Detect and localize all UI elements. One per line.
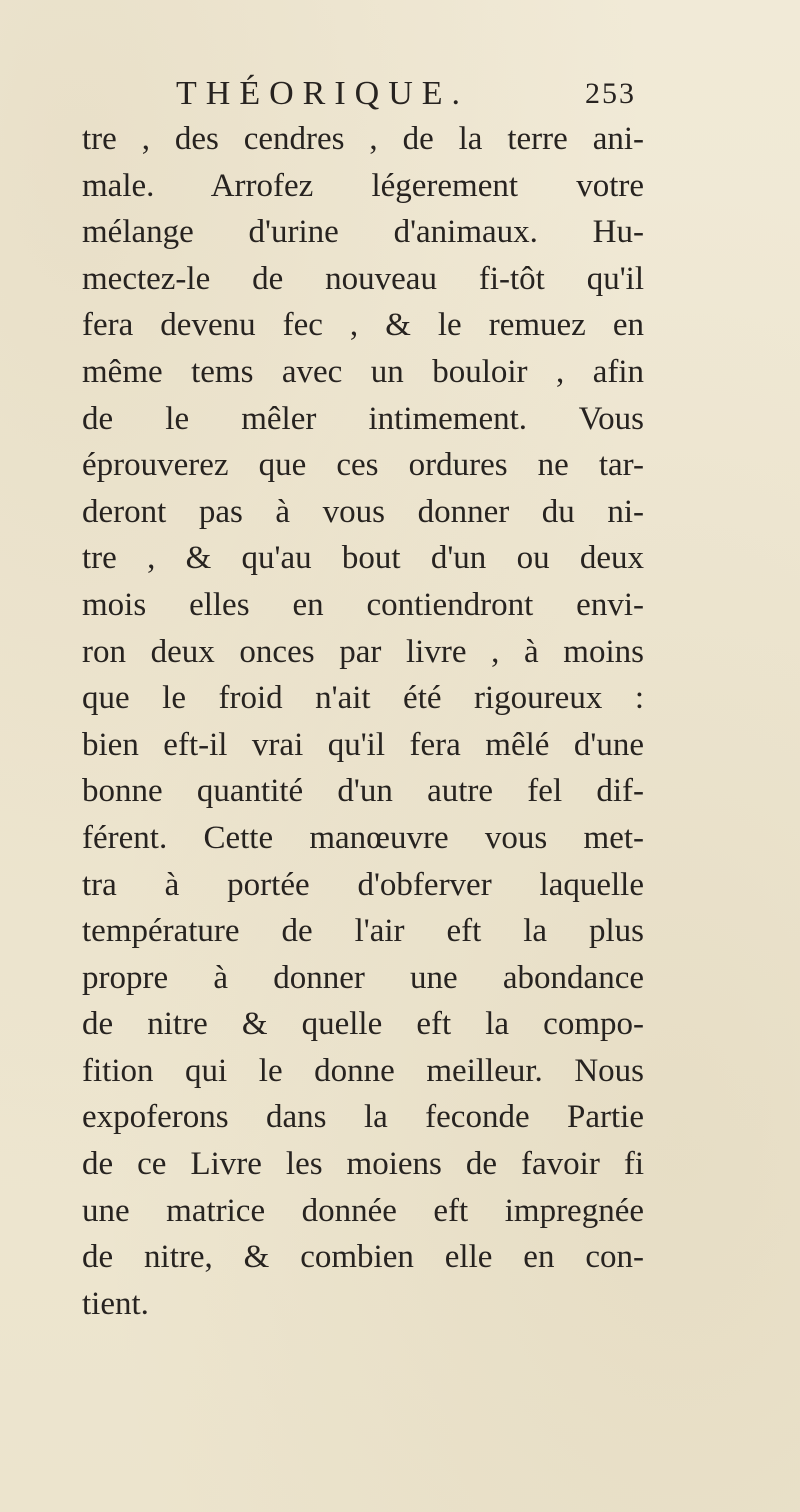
text-line: fera devenu fec , & le remuez en [82,307,644,344]
running-head: THÉORIQUE. [176,75,470,112]
text-line: mélange d'urine d'animaux. Hu- [82,214,644,251]
text-line: ron deux onces par livre , à moins [82,633,644,670]
text-line: propre à donner une abondance [82,959,644,996]
text-line: de nitre, & combien elle en con- [82,1239,644,1276]
text-line: une matrice donnée eft impregnée [82,1192,644,1229]
text-line: férent. Cette manœuvre vous met- [82,819,644,856]
text-line: tre , des cendres , de la terre ani- [82,121,644,157]
text-line: bonne quantité d'un autre fel dif- [82,773,644,810]
page-header [176,72,636,116]
text-line: fition qui le donne meilleur. Nous [82,1052,644,1089]
text-line: mectez-le de nouveau fi-tôt qu'il [82,260,644,297]
text-line: de le mêler intimement. Vous [82,400,644,437]
text-line: tra à portée d'obferver laquelle [82,866,644,903]
text-line: tre , & qu'au bout d'un ou deux [82,540,644,577]
page-number: 253 [585,77,636,110]
text-line: male. Arrofez légerement votre [82,167,644,204]
text-line: température de l'air eft la plus [82,913,644,950]
text-line: expoferons dans la feconde Partie [82,1099,644,1136]
text-line: éprouverez que ces ordures ne tar- [82,447,644,484]
text-line: même tems avec un bouloir , afin [82,353,644,390]
text-line: que le froid n'ait été rigoureux : [82,680,644,717]
text-line: bien eft-il vrai qu'il fera mêlé d'une [82,726,644,763]
text-line: mois elles en contiendront envi- [82,586,644,623]
text-line: tient. [82,1285,149,1322]
text-line: de nitre & quelle eft la compo- [82,1006,644,1043]
text-line: de ce Livre les moiens de favoir fi [82,1146,644,1183]
body-text [82,116,644,1327]
text-line: deront pas à vous donner du ni- [82,493,644,530]
